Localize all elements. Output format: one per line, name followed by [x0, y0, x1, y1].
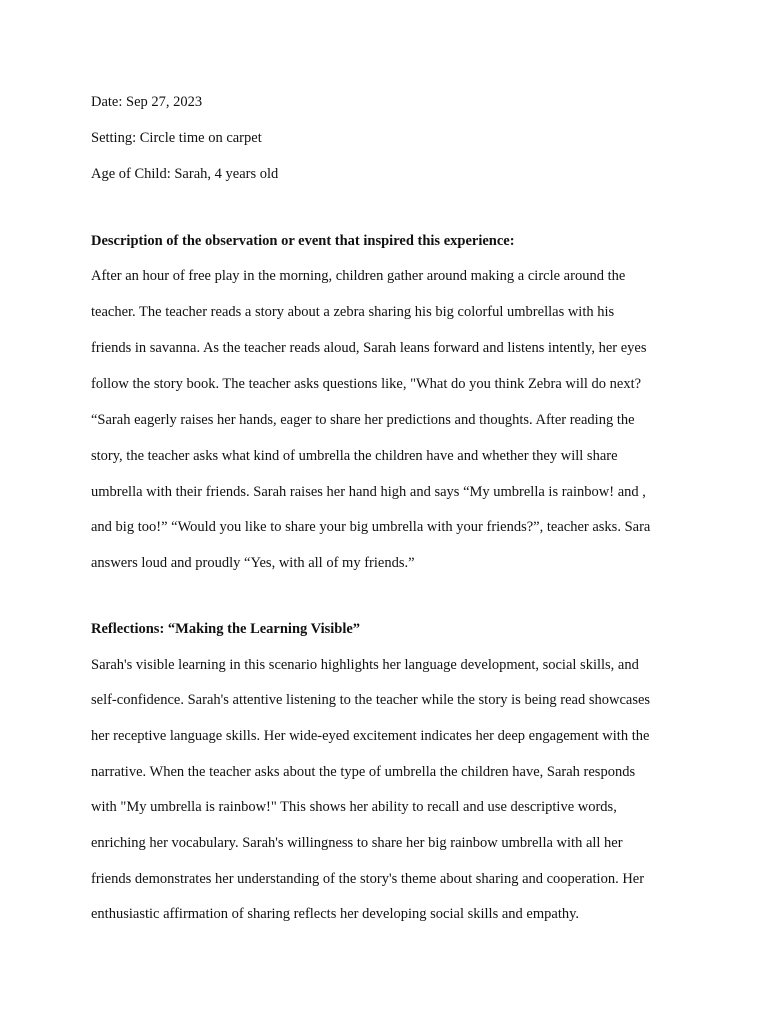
date-line: Date: Sep 27, 2023 [91, 94, 203, 110]
description-line: friends in savanna. As the teacher reads aloud, Sarah leans forward and listens intently, her eyes [91, 340, 647, 356]
description-line: follow the story book. The teacher asks questions like, "What do you think Zebra will do next? [91, 376, 642, 392]
reflections-line: Sarah's visible learning in this scenario highlights her language development, social skills, and [91, 657, 639, 673]
age-line: Age of Child: Sarah, 4 years old [91, 166, 279, 182]
description-line: and big too!” “Would you like to share your big umbrella with your friends?”, teacher asks. Sara [91, 519, 651, 535]
reflections-line: her receptive language skills. Her wide-eyed excitement indicates her deep engagement with the [91, 728, 650, 744]
description-line: “Sarah eagerly raises her hands, eager to share her predictions and thoughts. After reading the [91, 412, 635, 428]
description-line: umbrella with their friends. Sarah raises her hand high and says “My umbrella is rainbow! and , [91, 484, 646, 500]
description-line: After an hour of free play in the morning, children gather around making a circle around the [91, 268, 626, 284]
reflections-line: friends demonstrates her understanding of the story's theme about sharing and cooperation. Her [91, 871, 645, 887]
description-line: answers loud and proudly “Yes, with all of my friends.” [91, 555, 415, 571]
reflections-line: enriching her vocabulary. Sarah's willingness to share her big rainbow umbrella with all her [91, 835, 623, 851]
reflections-line: narrative. When the teacher asks about the type of umbrella the children have, Sarah responds [91, 764, 636, 780]
setting-line: Setting: Circle time on carpet [91, 130, 262, 146]
description-line: teacher. The teacher reads a story about a zebra sharing his big colorful umbrellas with his [91, 304, 615, 320]
reflections-heading: Reflections: “Making the Learning Visible” [91, 621, 361, 637]
reflections-line: self-confidence. Sarah's attentive listening to the teacher while the story is being read showcases [91, 692, 651, 708]
reflections-line: enthusiastic affirmation of sharing reflects her developing social skills and empathy. [91, 906, 580, 922]
description-line: story, the teacher asks what kind of umbrella the children have and whether they will share [91, 448, 618, 464]
reflections-line: with "My umbrella is rainbow!" This shows her ability to recall and use descriptive words, [91, 799, 617, 815]
description-heading: Description of the observation or event that inspired this experience: [91, 233, 515, 249]
